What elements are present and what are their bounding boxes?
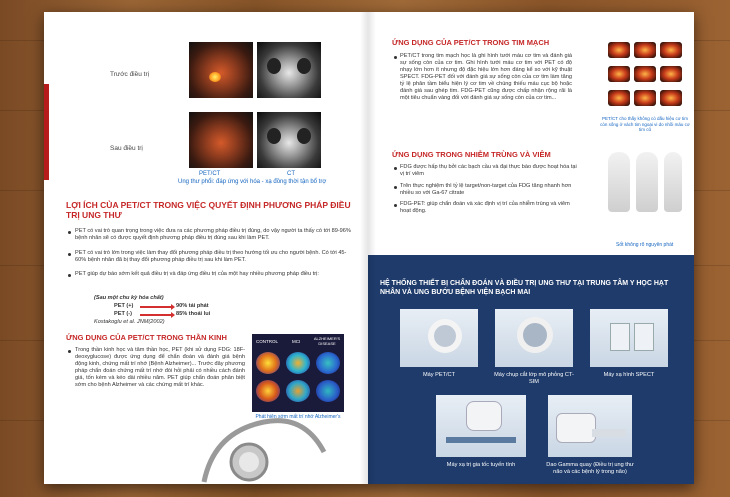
brain-label-alzheimer: ALZHEIMER'S DISEASE xyxy=(313,336,341,346)
bullet-dot xyxy=(68,231,71,234)
after-treatment-label: Sau điều trị xyxy=(110,145,143,152)
cardio-caption: PET/CT cho thấy không có dấu hiệu cơ tim còn sống ở vách tim ngoại vi do nhồi máu cơ tim cũ xyxy=(600,116,690,132)
brochure-spread xyxy=(44,12,694,484)
cardiac-scan xyxy=(608,42,630,58)
equipment-section xyxy=(368,255,694,484)
benefit-bullet-1: PET có vai trò quan trọng trong việc đưa ra các phương pháp điều trị đúng, do vậy người ta thấy có tới 89-96% bệnh nhân sẽ có được quyết định phương pháp điều trị đúng sau khi làm PET. xyxy=(75,228,351,241)
brain-label-control: CONTROL xyxy=(256,339,279,344)
ct-sim-photo xyxy=(495,309,573,367)
pet-negative-label: PET (-) xyxy=(114,311,133,317)
petct-scan-before xyxy=(189,42,253,98)
bullet-dot xyxy=(394,204,397,207)
infection-caption: Sốt không rõ nguyên phát xyxy=(616,242,674,248)
equipment-caption-4: Máy xạ trị gia tốc tuyến tính xyxy=(446,462,516,468)
gamma-knife-photo xyxy=(548,395,632,457)
left-page xyxy=(44,12,368,484)
cardiac-scan xyxy=(660,90,682,106)
petct-machine-photo xyxy=(400,309,478,367)
arrow-icon xyxy=(140,306,172,308)
cardiac-scan xyxy=(634,42,656,58)
arrow-icon xyxy=(140,314,172,316)
benefit-bullet-2: PET có vai trò lớn trong việc làm thay đổi phương pháp điều trị theo hướng tối ưu cho người bệnh. Có tới 45-60% bệnh nhân đã bị thay đổi phương pháp điều trị sau khi làm PET. xyxy=(75,250,347,263)
brain-label-mci: MCI xyxy=(292,339,301,344)
body-scan-image xyxy=(608,152,630,212)
petct-label: PET/CT xyxy=(199,171,221,177)
equipment-caption-3: Máy xạ hình SPECT xyxy=(603,372,655,378)
brain-image xyxy=(316,352,340,374)
pet-positive-value: 90% tái phát xyxy=(176,303,209,309)
ct-scan-after xyxy=(257,112,321,168)
right-page xyxy=(368,12,694,484)
brain-caption: Phát hiện sớm mất trí nhớ Alzheimer's xyxy=(255,414,341,420)
ct-scan-before xyxy=(257,42,321,98)
equipment-caption-1: Máy PET/CT xyxy=(422,372,455,378)
before-treatment-label: Trước điều trị xyxy=(110,71,150,78)
bullet-dot xyxy=(394,186,397,189)
stethoscope-image xyxy=(194,392,334,484)
accent-bar xyxy=(44,84,49,180)
infection-bullet-1: FDG được hấp thụ bởi các bạch cầu và đại thực bào được hoạt hóa tại vị trí viêm xyxy=(400,164,577,177)
bullet-dot xyxy=(68,253,71,256)
cardiac-scan xyxy=(660,42,682,58)
brain-image xyxy=(256,352,280,374)
scan-caption: Ung thư phổi: đáp ứng với hóa - xạ đồng thời tận bổ trợ xyxy=(178,179,327,185)
cardiac-scan xyxy=(608,90,630,106)
bullet-dot xyxy=(394,56,397,59)
cardiac-scan xyxy=(634,90,656,106)
petct-scan-after xyxy=(189,112,253,168)
neuro-text: Trong thần kinh học và tâm thần học, PET (khi sử dụng FDG: 18F-deoxyglucose) được ứng dụng để chẩn đoán và đánh giá bệnh động kinh, chứng mất trí nhớ (Bệnh Alzheimer)... Trước đây phương pháp chẩn đoán chứng mất trí nhớ đòi hỏi phải có nhiều cách đánh giá, tốn kém và kéo dài nhiều năm. PET giúp chẩn đoán phân biệt sớm cho bệnh Alzheimer và các chứng mất trí khác. xyxy=(75,347,245,388)
linac-photo xyxy=(436,395,526,457)
brain-image xyxy=(286,352,310,374)
citation: Kostakoglu et al. JNM(2002) xyxy=(94,319,165,325)
cardiac-scan xyxy=(660,66,682,82)
equipment-caption-2: Máy chụp cắt lớp mô phỏng CT-SIM xyxy=(494,372,574,385)
bullet-dot xyxy=(394,167,397,170)
cardio-text: PET/CT trong tim mạch học là ghi hình tưới máu cơ tim và đánh giá sự sống còn của cơ tim. Ghi hình tưới máu cơ tim với PET có độ nhạy lớn hơn ít nhưng độ đặc hiệu lớn hơn đáng kể so với kỹ thuật SPECT. FDG-PET đối với đánh giá sự sống còn của cơ tim làm tăng tỷ lệ phân tầm biểu hiện lý cơ tim về chúng thiếu máu cục bộ hoặc đánh giá sau ghép tim. FDG-PET cũng được chấp nhận rộng rãi là một tiêu chuẩn vàng đối với đánh giá sự sống còn của cơ tim... xyxy=(400,53,572,101)
pet-negative-value: 85% thoái lui xyxy=(176,311,211,317)
bullet-dot xyxy=(68,350,71,353)
infection-bullet-2: Trên thực nghiệm thì tỷ lệ target/non-target của FDG tăng nhanh hơn nhiều so với Ga-67 citrate xyxy=(400,183,572,196)
cardiac-scan xyxy=(634,66,656,82)
system-title: HỆ THỐNG THIẾT BỊ CHẨN ĐOÁN VÀ ĐIỀU TRỊ UNG THƯ TẠI TRUNG TÂM Y HỌC HẠT NHÂN VÀ UNG BƯỚU BỆNH VIỆN BẠCH MAI xyxy=(380,280,669,296)
benefit-title: LỢI ÍCH CỦA PET/CT TRONG VIỆC QUYẾT ĐỊNH PHƯƠNG PHÁP ĐIỀU TRỊ UNG THƯ xyxy=(66,200,351,220)
body-scan-image xyxy=(636,152,658,212)
equipment-caption-5: Dao Gamma quay (Điều trị ung thư não và các bệnh lý trong não) xyxy=(546,462,634,475)
infection-title: ỨNG DỤNG TRONG NHIỄM TRÙNG VÀ VIÊM xyxy=(392,150,551,159)
infection-bullet-3: FDG-PET: giúp chẩn đoán và xác định vị trí của nhiễm trùng và viêm hoạt động. xyxy=(400,201,570,214)
survival-title: (Sau một chu kỳ hóa chất) xyxy=(94,295,164,301)
neuro-title: ỨNG DỤNG CỦA PET/CT TRONG THẦN KINH xyxy=(66,333,227,342)
benefit-bullet-3: PET giúp dự báo sớm kết quả điều trị và đáp ứng điều trị của một hay nhiều phương pháp điều trị: xyxy=(75,271,319,277)
cardiac-scan xyxy=(608,66,630,82)
ct-label: CT xyxy=(287,171,295,177)
spect-machine-photo xyxy=(590,309,668,367)
cardio-title: ỨNG DỤNG CỦA PET/CT TRONG TIM MẠCH xyxy=(392,38,550,47)
body-scan-image xyxy=(664,152,682,212)
bullet-dot xyxy=(68,274,71,277)
pet-positive-label: PET (+) xyxy=(114,303,134,309)
